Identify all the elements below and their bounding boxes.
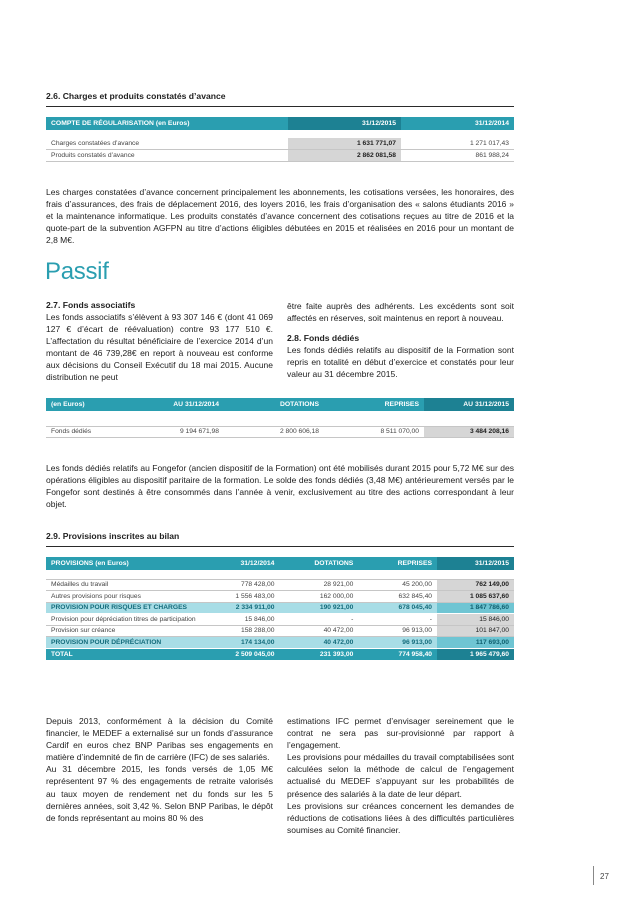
passif-heading: Passif: [45, 258, 109, 285]
section-rule: [46, 106, 514, 107]
fonds-associatifs-text: Les fonds associatifs s’élèvent à 93 307 146 € (dont 41 069 127 € d’écart de réévaluation) contre 93 177 510 €. L’affectation du résultat bénéficiaire de l’exercice 2014 d’un montant de 46 739,28€ en report à nouveau est conforme aux décisions du Conseil Exécutif du 18 mai 2015. Aucune distribution ne peut: [46, 312, 273, 383]
ifc-left-column: [46, 715, 273, 824]
table-row: Charges constatées d’avance 1 631 771,07 1 271 017,43: [46, 138, 514, 150]
section-title-provisions: 2.9. Provisions inscrites au bilan: [46, 531, 180, 541]
table-row: Fonds dédiés 9 194 671,98 2 800 606,18 8 511 070,00 3 484 208,16: [46, 426, 514, 438]
fonds-dedies-table: [46, 398, 514, 438]
charges-paragraph: Les charges constatées d’avance concernent principalement les abonnements, les cotisations versées, les honoraires, des frais d’assurances, des frais de déplacement 2016, des loyers 2016, les frais d’organisation des « salons étudiants 2016 » et la maintenance informatique. Les produits constatés d’avance concernent des cotisations reçues au titre de 2016 et la quote-part de la subvention AGFPN au titre d’actions éligibles débutées en 2015 et réalisées en 2016 pour un montant de 2,8 M€.: [46, 187, 514, 246]
column-header: DOTATIONS: [224, 398, 324, 411]
column-header: 31/12/2015: [437, 557, 514, 570]
column-header: DOTATIONS: [279, 557, 358, 570]
column-header: AU 31/12/2014: [124, 398, 224, 411]
column-header: PROVISIONS (en Euros): [46, 557, 201, 570]
section-title-fonds-dedies: 2.8. Fonds dédiés: [287, 333, 360, 344]
section-title-fonds-associatifs: 2.7. Fonds associatifs: [46, 300, 136, 310]
fonds-associatifs-continued: être faite auprès des adhérents. Les excédents sont soit affectés en réserves, soit maintenus en report à nouveau.: [287, 301, 514, 324]
paragraph: Les provisions sur créances concernent les demandes de réductions de cotisations liées à des difficultés particulières soumises au Comité financier.: [287, 800, 514, 835]
paragraph: Au 31 décembre 2015, les fonds versés de 1,05 M€ représentent 97 % des engagements de retraite valorisés au taux moyen de rendement net du fonds sur les 5 dernières années, soit 3,42 %. Selon BNP Paribas, le dépôt de fonds représentant au moins 80 % des: [46, 764, 273, 823]
column-header: 31/12/2015: [288, 117, 401, 130]
table-row: Provision sur créance 158 288,00 40 472,00 96 913,00 101 847,00: [46, 625, 514, 637]
table-row: Provision pour dépréciation titres de participation 15 846,00 - - 15 846,00: [46, 614, 514, 626]
table-subtotal-row: PROVISION POUR DÉPRÉCIATION 174 134,00 40 472,00 96 913,00 117 693,00: [46, 637, 514, 649]
provisions-table: [46, 557, 514, 660]
table-row: Produits constatés d’avance 2 862 081,58 861 988,24: [46, 150, 514, 162]
ifc-right-column: [287, 715, 514, 836]
column-header: COMPTE DE RÉGULARISATION (en Euros): [46, 117, 288, 130]
table-subtotal-row: PROVISION POUR RISQUES ET CHARGES 2 334 911,00 190 921,00 678 045,40 1 847 786,60: [46, 602, 514, 614]
column-header: 31/12/2014: [201, 557, 280, 570]
column-header: 31/12/2014: [401, 117, 514, 130]
column-header: REPRISES: [358, 557, 437, 570]
paragraph: Les provisions pour médailles du travail comptabilisées sont calculées selon la méthode de calcul de l’engagement actualisé du MEDEF s’appuyant sur les probabilités de présence des salariés à la date de leur départ.: [287, 752, 514, 799]
column-header: REPRISES: [324, 398, 424, 411]
paragraph: estimations IFC permet d’envisager sereinement que le contrat ne sera pas sur-provisionné par rapport à l’engagement.: [287, 716, 514, 751]
table-total-row: TOTAL 2 509 045,00 231 393,00 774 958,40 1 965 479,60: [46, 648, 514, 660]
right-column-block: [287, 300, 514, 380]
fonds-associatifs-block: [46, 300, 273, 384]
section-title-charges: 2.6. Charges et produits constatés d’avance: [46, 91, 226, 101]
page-number-divider: [593, 866, 594, 885]
table-row: Médailles du travail 778 428,00 28 921,00 45 200,00 762 149,00: [46, 579, 514, 591]
fonds-dedies-text: Les fonds dédiés relatifs au dispositif de la Formation sont repris en totalité en début d’exercice et constatés pour leur valeur au 31 décembre 2015.: [287, 345, 514, 380]
paragraph: Depuis 2013, conformément à la décision du Comité financier, le MEDEF a externalisé sur un fonds d’assurance Cardif en euros chez BNP Paribas ses engagements en matière d’indemnité de fin de carrière (IFC) de ses salariés.: [46, 716, 273, 763]
column-header: (en Euros): [46, 398, 124, 411]
fongefor-paragraph: Les fonds dédiés relatifs au Fongefor (ancien dispositif de la Formation) ont été mobilisés durant 2015 pour 5,72 M€ sur des opérations éligibles au dispositif paritaire de la formation. Le solde des fonds dédiés (3,48 M€) antérieurement versés par le Fongefor sont destinés à être consommés dans l’année à venir, exclusivement au titre des actions correspondant à leur objet.: [46, 463, 514, 510]
regularisation-table: [46, 117, 514, 162]
column-header: AU 31/12/2015: [424, 398, 514, 411]
table-row: Autres provisions pour risques 1 556 483,00 162 000,00 632 845,40 1 085 637,60: [46, 591, 514, 603]
section-rule: [46, 546, 514, 547]
page-number: 27: [600, 872, 609, 881]
